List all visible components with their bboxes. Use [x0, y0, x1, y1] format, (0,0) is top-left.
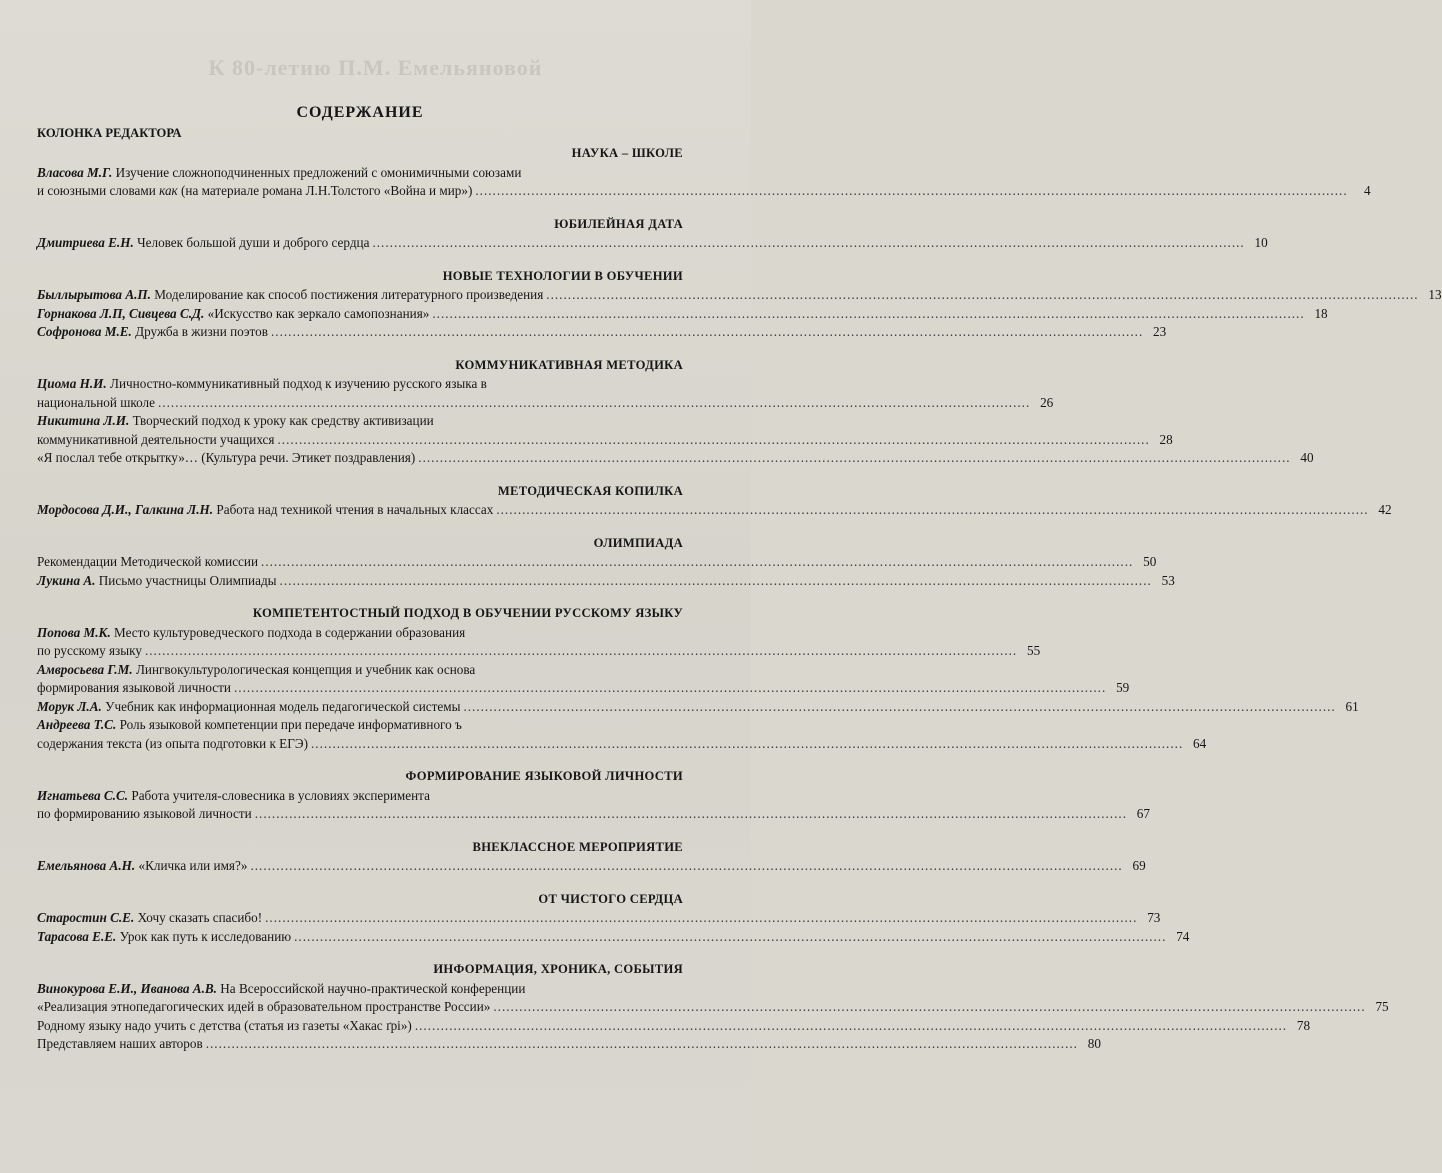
dot-leader	[415, 1017, 1287, 1036]
section-title: ИНФОРМАЦИЯ, ХРОНИКА, СОБЫТИЯ	[433, 962, 683, 976]
page-number: 4	[1364, 183, 1371, 198]
entry-text-continued: содержания текста (из опыта подготовки к ЕГЭ)	[37, 735, 308, 751]
entry-line	[37, 323, 1167, 342]
page-number: 59	[1116, 680, 1130, 695]
page-number: 50	[1143, 554, 1157, 569]
entry-text: Родному языку надо учить с детства (статья из газеты «Хакас ґрі»)	[37, 1017, 412, 1033]
dot-leader	[294, 928, 1166, 947]
sections-container	[37, 144, 1442, 1054]
toc-entry	[37, 164, 1371, 201]
entry-line	[37, 286, 1442, 305]
toc-entry	[37, 553, 1157, 572]
dot-leader	[463, 698, 1335, 717]
entry-author: Тарасова Е.Е.	[37, 928, 117, 944]
entry-text: Софронова М.Е. Дружба в жизни поэтов	[37, 324, 268, 339]
section-title: НАУКА – ШКОЛЕ	[571, 146, 683, 160]
dot-leader	[475, 182, 1347, 201]
entry-text: Амвросьева Г.М. Лингвокультурологическая концепция и учебник как основа	[37, 661, 476, 677]
dot-leader	[255, 805, 1127, 824]
dot-leader	[372, 234, 1244, 253]
toc-entry	[37, 323, 1167, 342]
page-number: 26	[1040, 394, 1054, 410]
toc-section	[37, 144, 1371, 201]
page-number: 78	[1296, 1017, 1311, 1033]
entry-author: Амвросьева Г.М.	[37, 661, 133, 677]
entry-text: Циома Н.И. Личностно-коммуникативный подход к изучению русского языка в	[37, 376, 487, 391]
dot-leader	[280, 572, 1152, 591]
page-number: 73	[1147, 910, 1161, 925]
entry-line-1	[37, 164, 683, 183]
entry-line	[37, 305, 1328, 324]
toc-section	[37, 356, 1314, 468]
editor-column-heading: КОЛОНКА РЕДАКТОРА	[37, 125, 182, 140]
entry-text: Игнатьева С.С. Работа учителя-словесника в условиях эксперимента	[37, 787, 430, 803]
toc-section	[37, 838, 1146, 876]
toc-entry	[37, 1017, 1311, 1036]
entry-line	[37, 909, 1161, 928]
entry-author: Морук Л.А.	[37, 698, 102, 714]
toc-entry	[37, 412, 1173, 449]
dot-leader	[265, 909, 1137, 928]
toc-section	[37, 215, 1268, 253]
entry-line-2	[37, 642, 1041, 661]
entry-text: Рекомендации Методической комиссии	[37, 554, 259, 569]
entry-author: Никитина Л.И.	[37, 413, 130, 428]
entry-text: Старостин С.Е. Хочу сказать спасибо!	[37, 910, 263, 925]
entry-author: Власова М.Г.	[37, 164, 113, 180]
entry-author: Старостин С.Е.	[37, 910, 135, 925]
dot-leader	[206, 1035, 1078, 1054]
toc-entry	[37, 716, 1207, 753]
entry-text: «Я послал тебе открытку»… (Культура речи. Этикет поздравления)	[37, 450, 416, 465]
section-title: МЕТОДИЧЕСКАЯ КОПИЛКА	[497, 483, 683, 498]
page-number: 42	[1378, 502, 1392, 517]
entry-line	[37, 1017, 1311, 1036]
entry-text-continued: по формированию языковой личности	[37, 806, 252, 821]
entry-line-1	[37, 716, 683, 735]
toc-entry	[37, 375, 1054, 412]
entry-author: Дмитриева Е.Н.	[37, 235, 134, 250]
entry-author: Быллырытова А.П.	[37, 287, 151, 302]
page-title: СОДЕРЖАНИЕ	[296, 104, 424, 121]
dot-leader	[145, 642, 1017, 661]
entry-text: Горнакова Л.П, Сивцева С.Д. «Искусство как зеркало самопознания»	[37, 305, 430, 321]
toc-entry	[37, 787, 1150, 824]
toc-section	[37, 604, 1359, 753]
page-number: 40	[1300, 450, 1314, 465]
table-of-contents	[37, 104, 1442, 1054]
entry-text-continued: по русскому языку	[37, 643, 142, 658]
page-number: 55	[1027, 643, 1041, 658]
entry-line	[37, 572, 1175, 591]
entry-text-continued: национальной школе	[37, 394, 155, 410]
show-through-title: К 80-летию П.М. Емельяновой	[208, 55, 543, 80]
entry-line-2	[37, 182, 1371, 201]
dot-leader	[158, 394, 1030, 413]
entry-line-1	[37, 661, 683, 680]
entry-text-continued: и союзными словами как (на материале романа Л.Н.Толстого «Война и мир»)	[37, 183, 473, 198]
entry-text-continued: коммуникативной деятельности учащихся	[37, 431, 275, 447]
section-title: КОМПЕТЕНТОСТНЫЙ ПОДХОД В ОБУЧЕНИИ РУССКОМУ ЯЗЫКУ	[252, 606, 683, 620]
entry-line-1	[37, 375, 683, 394]
dot-leader	[277, 431, 1149, 450]
entry-line	[37, 1035, 1101, 1054]
dot-leader	[546, 286, 1418, 305]
toc-entry	[37, 624, 1041, 661]
entry-line-2	[37, 998, 1389, 1017]
entry-line	[37, 449, 1314, 468]
entry-text: Лукина А. Письмо участницы Олимпиады	[37, 572, 277, 588]
page-number: 67	[1136, 806, 1150, 821]
entry-line-1	[37, 980, 683, 999]
entry-author: Лукина А.	[37, 572, 96, 588]
entry-text: Морук Л.А. Учебник как информационная модель педагогической системы	[37, 698, 461, 714]
entry-author: Попова М.К.	[37, 624, 111, 640]
entry-text: Дмитриева Е.Н. Человек большой души и доброго сердца	[37, 235, 370, 250]
section-title: ВНЕКЛАССНОЕ МЕРОПРИЯТИЕ	[472, 839, 683, 854]
entry-line	[37, 234, 1268, 253]
toc-entry	[37, 698, 1359, 717]
toc-entry	[37, 449, 1314, 468]
section-title: ЮБИЛЕЙНАЯ ДАТА	[554, 216, 683, 231]
entry-text: Никитина Л.И. Творческий подход к уроку как средству активизации	[37, 413, 434, 428]
toc-entry	[37, 928, 1190, 947]
dot-leader	[250, 857, 1122, 876]
toc-entry	[37, 980, 1389, 1017]
page-number: 53	[1161, 572, 1175, 588]
entry-line-2	[37, 431, 1173, 450]
entry-line-1	[37, 412, 683, 431]
entry-line-2	[37, 394, 1054, 413]
dot-leader	[493, 998, 1365, 1017]
dot-leader	[418, 449, 1290, 468]
section-title: НОВЫЕ ТЕХНОЛОГИИ В ОБУЧЕНИИ	[442, 268, 683, 283]
entry-author: Горнакова Л.П, Сивцева С.Д.	[37, 305, 205, 321]
entry-author: Винокурова Е.И., Иванова А.В.	[37, 980, 217, 996]
entry-text: Емельянова А.Н. «Кличка или имя?»	[37, 858, 248, 873]
dot-leader	[496, 501, 1368, 520]
entry-text: Власова М.Г. Изучение сложноподчиненных предложений с омонимичными союзами	[37, 164, 522, 180]
page-number: 23	[1153, 324, 1167, 339]
entry-line	[37, 928, 1190, 947]
entry-text: Тарасова Е.Е. Урок как путь к исследованию	[37, 928, 292, 944]
entry-author: Софронова М.Е.	[37, 324, 132, 339]
dot-leader	[234, 679, 1106, 698]
page-number: 74	[1176, 928, 1190, 944]
entry-text-continued: формирования языковой личности	[37, 680, 231, 695]
entry-italic-word: как	[159, 183, 178, 198]
entry-line-2	[37, 805, 1150, 824]
entry-text: Попова М.К. Место культуроведческого подхода в содержании образования	[37, 624, 466, 640]
entry-text: Мордосова Д.И., Галкина Л.Н. Работа над техникой чтения в начальных классах	[37, 502, 494, 517]
toc-section	[37, 534, 1175, 591]
entry-text: Представляем наших авторов	[37, 1036, 203, 1051]
entry-text: Быллырытова А.П. Моделирование как способ постижения литературного произведения	[37, 287, 544, 302]
section-title: ОТ ЧИСТОГО СЕРДЦА	[538, 891, 683, 906]
toc-section	[37, 960, 1389, 1054]
entry-line-2	[37, 679, 1130, 698]
toc-entry	[37, 572, 1175, 591]
toc-entry	[37, 286, 1442, 305]
dot-leader	[261, 553, 1133, 572]
dot-leader	[311, 735, 1183, 754]
entry-line	[37, 553, 1157, 572]
toc-section	[37, 890, 1190, 947]
entry-author: Андреева Т.С.	[37, 717, 117, 732]
page-number: 75	[1375, 999, 1389, 1014]
toc-entry	[37, 305, 1328, 324]
section-title: ФОРМИРОВАНИЕ ЯЗЫКОВОЙ ЛИЧНОСТИ	[405, 769, 683, 783]
entry-text: Винокурова Е.И., Иванова А.В. На Всероссийской научно-практической конференции	[37, 980, 526, 996]
entry-author: Игнатьева С.С.	[37, 787, 129, 803]
page-number: 61	[1345, 698, 1359, 714]
entry-line-1	[37, 624, 683, 643]
toc-section	[37, 767, 1150, 824]
entry-line	[37, 698, 1359, 717]
page-number: 69	[1132, 858, 1146, 873]
dot-leader	[432, 305, 1304, 324]
page-number: 80	[1087, 1036, 1101, 1051]
toc-section	[37, 267, 1442, 342]
toc-entry	[37, 234, 1268, 253]
page-number: 10	[1254, 235, 1268, 250]
entry-text-continued: «Реализация этнопедагогических идей в образовательном пространстве России»	[37, 999, 491, 1014]
entry-text: Андреева Т.С. Роль языковой компетенции при передаче информативного ъ	[37, 717, 462, 732]
dot-leader	[271, 323, 1143, 342]
entry-line	[37, 501, 1392, 520]
entry-line-2	[37, 735, 1207, 754]
toc-entry	[37, 1035, 1101, 1054]
toc-entry	[37, 857, 1146, 876]
entry-line-1	[37, 787, 683, 806]
page-number: 64	[1193, 735, 1207, 751]
section-title: ОЛИМПИАДА	[593, 535, 683, 550]
toc-entry	[37, 661, 1130, 698]
page-number: 28	[1159, 431, 1173, 447]
page-number: 13	[1428, 287, 1442, 302]
entry-line	[37, 857, 1146, 876]
entry-author: Циома Н.И.	[37, 376, 107, 391]
section-title: КОММУНИКАТИВНАЯ МЕТОДИКА	[455, 357, 683, 372]
toc-entry	[37, 909, 1161, 928]
entry-author: Емельянова А.Н.	[37, 858, 136, 873]
entry-author: Мордосова Д.И., Галкина Л.Н.	[37, 502, 214, 517]
toc-section	[37, 482, 1392, 520]
toc-entry	[37, 501, 1392, 520]
page-number: 18	[1314, 305, 1328, 321]
